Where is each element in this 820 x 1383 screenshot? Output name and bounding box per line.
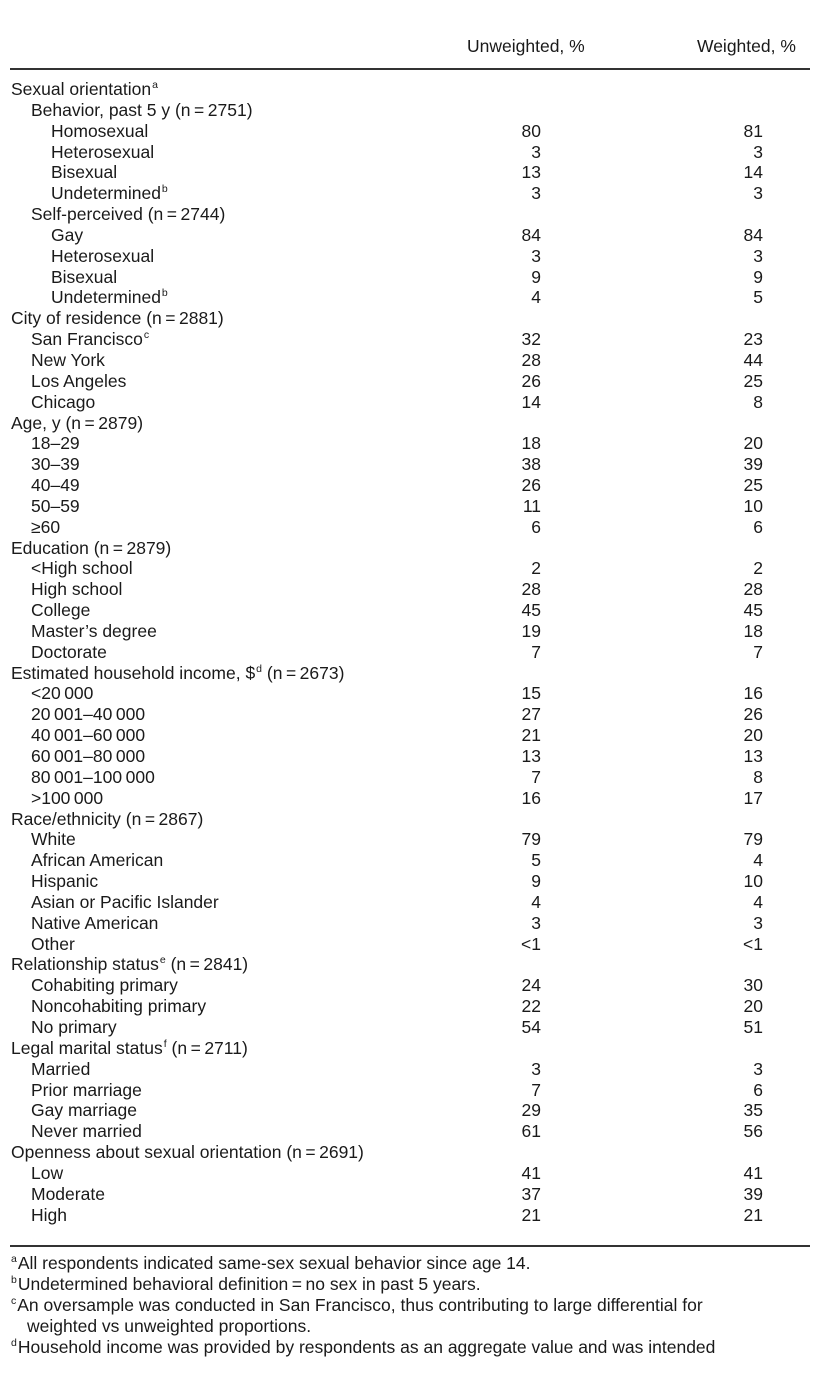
row-label (31, 642, 107, 663)
footnote (11, 1295, 811, 1337)
footnote-text-continued: weighted vs unweighted proportions. (27, 1316, 312, 1336)
weighted-value: 3 (753, 141, 763, 162)
table-row (0, 225, 820, 246)
row-label-text: Never married (31, 1121, 142, 1142)
weighted-value: 5 (753, 287, 763, 308)
row-label-text: Moderate (31, 1183, 105, 1204)
row-label (31, 496, 80, 517)
row-label (31, 1059, 90, 1080)
row-label-text: Native American (31, 912, 159, 933)
table-row (0, 329, 820, 350)
weighted-value: 81 (743, 120, 763, 141)
weighted-value: 8 (753, 391, 763, 412)
row-label-text: Married (31, 1058, 91, 1079)
row-label (31, 579, 122, 600)
unweighted-value: 9 (531, 266, 541, 287)
row-label (31, 433, 80, 454)
row-label-text: Openness about sexual orientation (n = 2691) (11, 1142, 364, 1163)
table-row (0, 996, 820, 1017)
row-label-text: Homosexual (51, 120, 149, 141)
footnote-marker: b (11, 1274, 17, 1286)
weighted-value: 25 (743, 475, 763, 496)
weighted-value: 4 (753, 850, 763, 871)
row-label-text: Other (31, 933, 75, 954)
weighted-value: 20 (743, 996, 763, 1017)
row-label (51, 246, 154, 267)
table-body (0, 79, 820, 1225)
row-label-text: High (31, 1204, 67, 1225)
weighted-value: 84 (743, 224, 763, 245)
row-label-text: Bisexual (51, 266, 118, 287)
table-row (0, 1080, 820, 1101)
row-label-text: African American (31, 850, 164, 871)
row-label-text: San Francisco (31, 329, 143, 350)
row-label (51, 142, 154, 163)
column-header-weighted: Weighted, % (697, 36, 796, 56)
row-label-text: Low (31, 1162, 64, 1183)
unweighted-value: 41 (521, 1162, 541, 1183)
unweighted-value: 61 (521, 1121, 541, 1142)
row-label-text: Heterosexual (51, 141, 155, 162)
table-row (0, 975, 820, 996)
unweighted-value: 16 (521, 787, 541, 808)
unweighted-value: 9 (531, 871, 541, 892)
row-label (31, 683, 93, 704)
row-label-text: 80 001–100 000 (31, 766, 155, 787)
unweighted-value: 3 (531, 183, 541, 204)
weighted-value: 4 (753, 891, 763, 912)
footnote-text: Household income was provided by respondents as an aggregate value and was intended (17, 1337, 716, 1357)
row-label-text: Los Angeles (31, 370, 127, 391)
row-label-text: 40 001–60 000 (31, 725, 146, 746)
row-label (11, 79, 158, 100)
weighted-value: 13 (743, 746, 763, 766)
footnote-marker: d (256, 662, 263, 675)
unweighted-value: 28 (521, 349, 541, 370)
table-section-heading (0, 204, 820, 225)
table-row (0, 1017, 820, 1038)
unweighted-value: 54 (521, 1016, 541, 1037)
footnotes (0, 1253, 820, 1383)
row-label-text: Doctorate (31, 641, 107, 662)
weighted-value: 14 (743, 162, 763, 183)
unweighted-value: 13 (521, 162, 541, 183)
footnote-marker: d (11, 1337, 17, 1349)
unweighted-value: 26 (521, 370, 541, 391)
unweighted-value: 84 (521, 224, 541, 245)
table-row (0, 558, 820, 579)
unweighted-value: 22 (521, 996, 541, 1017)
unweighted-value: 6 (531, 516, 541, 537)
footnote-text: All respondents indicated same-sex sexual behavior since age 14. (17, 1253, 531, 1273)
table-row (0, 496, 820, 517)
table-row (0, 1121, 820, 1142)
weighted-value: 30 (743, 975, 763, 996)
row-label-suffix: (n = 2711) (166, 1037, 248, 1058)
table-row (0, 913, 820, 934)
weighted-value: 45 (743, 600, 763, 621)
weighted-value: 28 (743, 579, 763, 600)
row-label (31, 1184, 105, 1205)
unweighted-value: 24 (521, 975, 541, 996)
footnote-marker: c (11, 1295, 17, 1307)
table-row (0, 350, 820, 371)
table-row (0, 1059, 820, 1080)
table-section-heading (0, 1038, 820, 1059)
row-label (11, 413, 143, 434)
row-label (31, 1100, 137, 1121)
row-label-text: No primary (31, 1016, 117, 1037)
table-section-heading (0, 954, 820, 975)
header-rule (10, 68, 810, 70)
row-label (31, 371, 126, 392)
unweighted-value: 45 (521, 600, 541, 621)
row-label-suffix: (n = 2673) (262, 662, 345, 683)
row-label (51, 183, 168, 204)
row-label (51, 121, 148, 142)
unweighted-value: 79 (521, 829, 541, 850)
table-section-heading (0, 809, 820, 830)
row-label (31, 475, 80, 496)
table-row (0, 287, 820, 308)
weighted-value: 16 (743, 683, 763, 704)
unweighted-value: 18 (521, 433, 541, 454)
table-row (0, 121, 820, 142)
table-row (0, 475, 820, 496)
row-label-text: City of residence (n = 2881) (11, 308, 224, 329)
table-row (0, 600, 820, 621)
footnote-marker: a (11, 1253, 17, 1265)
table-row (0, 1205, 820, 1226)
weighted-value: 23 (743, 329, 763, 350)
row-label-text: New York (31, 349, 105, 370)
footnote-marker: a (152, 79, 158, 91)
unweighted-value: 11 (522, 495, 541, 516)
unweighted-value: 21 (521, 725, 541, 746)
weighted-value: 3 (753, 183, 763, 204)
row-label-text: Cohabiting primary (31, 975, 178, 996)
footnote (11, 1337, 811, 1358)
table-section-heading (0, 308, 820, 329)
unweighted-value: 13 (521, 746, 541, 766)
weighted-value: 79 (743, 829, 763, 850)
row-label-suffix: (n = 2841) (165, 954, 249, 975)
row-label (31, 454, 80, 475)
weighted-value: 6 (753, 1079, 763, 1100)
row-label (31, 767, 155, 788)
row-label (31, 558, 133, 579)
row-label-text: Behavior, past 5 y (n = 2751) (31, 99, 253, 120)
row-label-text: Self-perceived (n = 2744) (31, 204, 226, 225)
row-label-text: <High school (31, 558, 133, 579)
table-section-heading (0, 538, 820, 559)
table-row (0, 1184, 820, 1205)
unweighted-value: 26 (521, 475, 541, 496)
row-label-text: Gay (51, 224, 84, 245)
table-row (0, 621, 820, 642)
row-label (51, 267, 117, 288)
table-row (0, 142, 820, 163)
footnote (11, 1274, 811, 1295)
row-label (31, 1205, 67, 1226)
row-label-text: 20 001–40 000 (31, 704, 146, 725)
row-label (31, 1080, 142, 1101)
row-label-text: Race/ethnicity (n = 2867) (11, 808, 204, 829)
table-row (0, 767, 820, 788)
table-row (0, 1100, 820, 1121)
unweighted-value: 4 (531, 891, 541, 912)
table-row (0, 267, 820, 288)
weighted-value: 44 (743, 349, 763, 370)
row-label (11, 1038, 248, 1059)
footnote-marker: b (161, 183, 168, 196)
weighted-value: 10 (743, 871, 763, 892)
table-row (0, 850, 820, 871)
unweighted-value: 7 (531, 1079, 541, 1100)
unweighted-value: 21 (521, 1204, 541, 1225)
weighted-value: 51 (743, 1016, 763, 1037)
weighted-value: 3 (753, 912, 763, 933)
row-label (31, 892, 219, 913)
unweighted-value: 7 (531, 641, 541, 662)
row-label-text: Sexual orientation (11, 79, 152, 99)
row-label (11, 954, 248, 975)
row-label-text: Master’s degree (31, 620, 157, 641)
table-row (0, 246, 820, 267)
row-label-text: Prior marriage (31, 1079, 142, 1100)
table-row (0, 683, 820, 704)
row-label-text: College (31, 600, 91, 621)
weighted-value: 39 (743, 454, 763, 475)
table-row (0, 454, 820, 475)
row-label-text: Education (n = 2879) (11, 537, 172, 558)
table-section-heading (0, 663, 820, 684)
footnote-marker: c (143, 329, 150, 342)
weighted-value: 10 (743, 495, 763, 516)
row-label (31, 996, 206, 1017)
weighted-value: 17 (743, 787, 763, 808)
row-label (51, 162, 117, 183)
unweighted-value: 5 (531, 850, 541, 871)
weighted-value: 39 (743, 1183, 763, 1204)
weighted-value: 3 (753, 1058, 763, 1079)
weighted-value: 25 (743, 370, 763, 391)
unweighted-value: 19 (521, 620, 541, 641)
row-label (31, 1163, 63, 1184)
row-label (31, 204, 225, 225)
row-label-text: 50–59 (31, 495, 80, 516)
footnote-text: Undetermined behavioral definition = no sex in past 5 years. (17, 1274, 481, 1294)
unweighted-value: <1 (521, 933, 541, 954)
row-label-text: 40–49 (31, 475, 80, 496)
unweighted-value: 3 (531, 245, 541, 266)
row-label (31, 1017, 117, 1038)
row-label (31, 913, 158, 934)
row-label (31, 704, 145, 725)
row-label-text: Bisexual (51, 162, 118, 183)
weighted-value: 18 (743, 620, 763, 641)
footnote (11, 1253, 811, 1274)
unweighted-value: 29 (521, 1100, 541, 1121)
table-row (0, 1163, 820, 1184)
footnote-marker: b (161, 287, 168, 300)
weighted-value: 26 (743, 704, 763, 725)
row-label (11, 1142, 364, 1163)
row-label-text: 60 001–80 000 (31, 746, 146, 766)
unweighted-value: 38 (521, 454, 541, 475)
unweighted-value: 14 (521, 391, 541, 412)
table-row (0, 746, 820, 767)
row-label (31, 329, 149, 350)
weighted-value: 56 (743, 1121, 763, 1142)
table-row (0, 642, 820, 663)
row-label-text: High school (31, 579, 123, 600)
row-label (51, 225, 83, 246)
row-label-text: White (31, 829, 76, 850)
row-label-text: Asian or Pacific Islander (31, 891, 219, 912)
table-row (0, 433, 820, 454)
row-label-text: Legal marital status (11, 1037, 163, 1058)
weighted-value: 2 (753, 558, 763, 579)
table-row (0, 892, 820, 913)
unweighted-value: 3 (531, 1058, 541, 1079)
table-row (0, 725, 820, 746)
row-label-text: Undetermined (51, 183, 161, 204)
row-label-text: Chicago (31, 391, 96, 412)
row-label (51, 287, 168, 308)
weighted-value: 9 (753, 266, 763, 287)
row-label (11, 663, 344, 684)
row-label (31, 725, 145, 746)
unweighted-value: 27 (521, 704, 541, 725)
footnote-marker: f (163, 1037, 167, 1050)
footnote-text: An oversample was conducted in San Francisco, thus contributing to large differential for (17, 1295, 703, 1315)
column-header-unweighted: Unweighted, % (467, 36, 585, 56)
table-row (0, 183, 820, 204)
table-row (0, 704, 820, 725)
weighted-value: 41 (743, 1162, 763, 1183)
table-row (0, 162, 820, 183)
table-row (0, 829, 820, 850)
unweighted-value: 4 (531, 287, 541, 308)
row-label-text: ≥60 (31, 516, 61, 537)
weighted-value: 20 (743, 433, 763, 454)
row-label (31, 392, 95, 413)
row-label (31, 600, 90, 621)
row-label (31, 850, 163, 871)
row-label (31, 517, 60, 538)
unweighted-value: 3 (531, 912, 541, 933)
row-label-text: Gay marriage (31, 1100, 138, 1121)
weighted-value: 35 (743, 1100, 763, 1121)
table-section-heading (0, 413, 820, 434)
weighted-value: 6 (753, 516, 763, 537)
unweighted-value: 3 (531, 141, 541, 162)
row-label-text: Age, y (n = 2879) (11, 412, 144, 433)
unweighted-value: 32 (521, 329, 541, 350)
row-label-text: Estimated household income, $ (11, 662, 256, 683)
unweighted-value: 28 (521, 579, 541, 600)
unweighted-value: 7 (531, 766, 541, 787)
weighted-value: 20 (743, 725, 763, 746)
row-label (31, 788, 103, 809)
row-label-text: Heterosexual (51, 245, 155, 266)
table-row (0, 517, 820, 538)
table-row (0, 371, 820, 392)
row-label (11, 809, 203, 830)
table-row (0, 579, 820, 600)
row-label-text: <20 000 (31, 683, 94, 704)
row-label (31, 621, 157, 642)
footnote-marker: e (159, 954, 166, 967)
row-label-text: Hispanic (31, 871, 99, 892)
table-section-heading (0, 79, 820, 100)
row-label-text: >100 000 (31, 787, 104, 808)
row-label-text: Relationship status (11, 954, 159, 975)
unweighted-value: 15 (521, 683, 541, 704)
row-label (31, 100, 253, 121)
row-label (31, 829, 76, 850)
unweighted-value: 2 (531, 558, 541, 579)
unweighted-value: 37 (521, 1183, 541, 1204)
row-label (31, 934, 75, 955)
row-label (11, 308, 224, 329)
table-section-heading (0, 100, 820, 121)
table-section-heading (0, 1142, 820, 1163)
weighted-value: <1 (743, 933, 763, 954)
row-label (31, 975, 178, 996)
table-row (0, 392, 820, 413)
weighted-value: 7 (753, 641, 763, 662)
row-label (11, 538, 171, 559)
row-label-text: 30–39 (31, 454, 80, 475)
weighted-value: 8 (753, 766, 763, 787)
row-label-text: Undetermined (51, 287, 161, 308)
row-label (31, 1121, 142, 1142)
row-label (31, 350, 105, 371)
table-row (0, 934, 820, 955)
table-bottom-rule (10, 1245, 810, 1247)
weighted-value: 21 (743, 1204, 763, 1225)
table-row (0, 871, 820, 892)
weighted-value: 3 (753, 245, 763, 266)
unweighted-value: 80 (521, 120, 541, 141)
table-row (0, 788, 820, 809)
row-label-text: Noncohabiting primary (31, 996, 207, 1017)
row-label (31, 871, 98, 892)
row-label (31, 746, 145, 767)
row-label-text: 18–29 (31, 433, 80, 454)
